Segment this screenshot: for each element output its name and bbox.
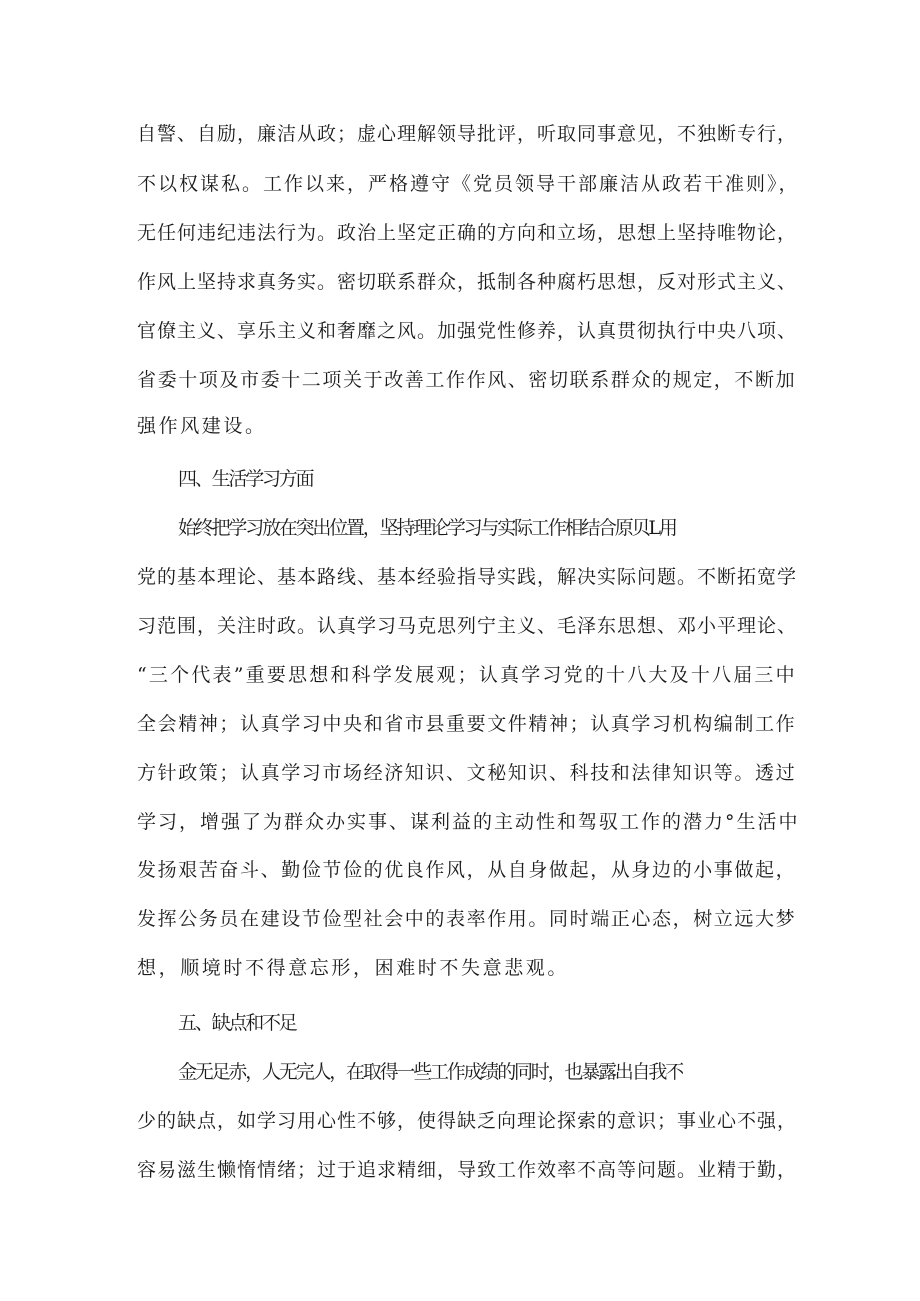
section-heading-shortcomings: 五、缺点和不足 xyxy=(178,1012,296,1034)
text-line: 方针政策；认真学习市场经济知识、文秘知识、科技和法律知识等。透过 xyxy=(137,762,797,784)
text-line: 发扬艰苦奋斗、勤俭节俭的优良作风，从自身做起，从身边的小事做起， xyxy=(137,859,797,881)
text-line: 官僚主义、享乐主义和奢靡之风。加强党性修养，认真贯彻执行中央八项、 xyxy=(137,320,798,342)
text-line: 习范围，关注时政。认真学习马克思列宁主义、毛泽东思想、邓小平理论、 xyxy=(137,615,798,637)
text-line: 强作风建设。 xyxy=(137,415,267,437)
text-line: 容易滋生懒惰情绪；过于追求精细，导致工作效率不高等问题。业精于勤， xyxy=(137,1159,798,1181)
text-line: 全会精神；认真学习中央和省市县重要文件精神；认真学习机构编制工作 xyxy=(137,713,797,735)
text-line: 作风上坚持求真务实。密切联系群众，抵制各种腐朽思想，反对形式主义、 xyxy=(137,271,798,293)
text-line: 无任何违纪违法行为。政治上坚定正确的方向和立场，思想上坚持唯物论， xyxy=(137,222,798,244)
text-line: 少的缺点，如学习用心性不够，使得缺乏向理论探索的意识；事业心不强， xyxy=(137,1110,798,1132)
text-line: 党的基本理论、基本路线、基本经验指导实践，解决实际问题。不断拓宽学 xyxy=(137,566,798,588)
text-line: 始终把学习放在突出位置，坚持理论学习与实际工作相结合原贝L用 xyxy=(178,517,676,539)
text-line: 想，顺境时不得意忘形，困难时不失意悲观。 xyxy=(137,957,570,979)
text-line: 学习，增强了为群众办实事、谋利益的主动性和驾驭工作的潜力°生活中 xyxy=(137,811,800,833)
text-line: “三个代表”重要思想和科学发展观；认真学习党的十八大及十八届三中 xyxy=(137,664,797,686)
section-heading-life-study: 四、生活学习方面 xyxy=(178,468,313,490)
text-line: 发挥公务员在建设节俭型社会中的表率作用。同时端正心态，树立远大梦 xyxy=(137,908,797,930)
text-line: 自警、自励，廉洁从政；虚心理解领导批评，听取同事意见，不独断专行， xyxy=(137,123,798,145)
text-line: 不以权谋私。工作以来，严格遵守《党员领导干部廉洁从政若干准则》， xyxy=(137,173,800,195)
text-line: 省委十项及市委十二项关于改善工作作风、密切联系群众的规定，不断加 xyxy=(137,369,797,391)
text-line: 金无足赤，人无完人，在取得一些工作成绩的同时，也暴露出自我不 xyxy=(178,1061,683,1083)
